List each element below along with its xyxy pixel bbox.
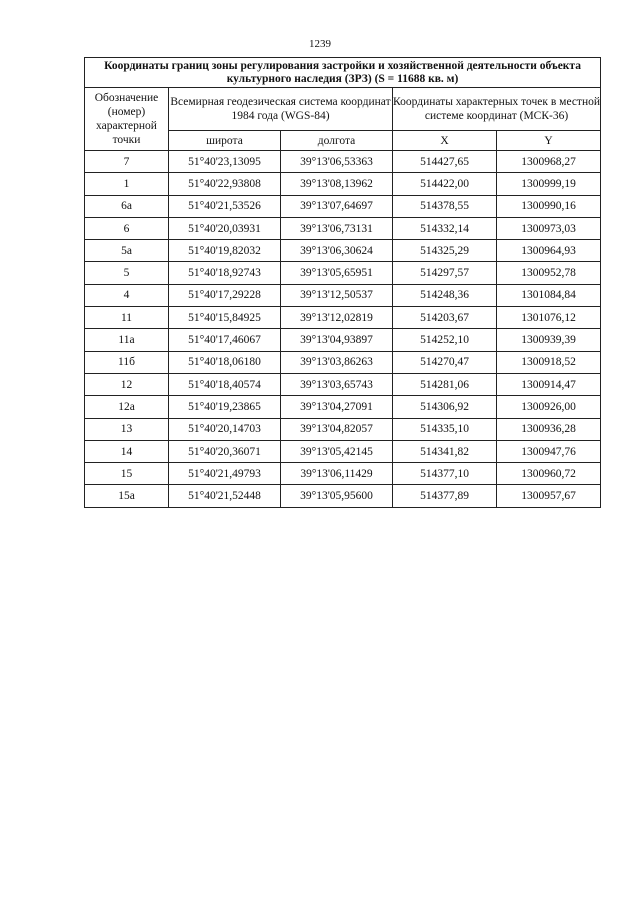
table-row — [85, 240, 601, 262]
cell-lon: 39°13'12,02819 — [281, 307, 393, 329]
cell-lon: 39°13'06,73131 — [281, 217, 393, 239]
cell-point: 6 — [85, 217, 169, 239]
cell-y: 1300960,72 — [497, 463, 601, 485]
cell-lon: 39°13'05,65951 — [281, 262, 393, 284]
cell-lon: 39°13'07,64697 — [281, 195, 393, 217]
header-x: X — [393, 131, 497, 151]
table-body — [85, 151, 601, 508]
cell-y: 1300990,16 — [497, 195, 601, 217]
cell-y: 1300936,28 — [497, 418, 601, 440]
cell-x: 514378,55 — [393, 195, 497, 217]
cell-x: 514422,00 — [393, 173, 497, 195]
cell-point: 7 — [85, 151, 169, 173]
coordinates-table — [84, 57, 601, 508]
cell-lat: 51°40'15,84925 — [169, 307, 281, 329]
cell-lon: 39°13'06,30624 — [281, 240, 393, 262]
cell-x: 514270,47 — [393, 351, 497, 373]
cell-y: 1300939,39 — [497, 329, 601, 351]
cell-x: 514332,14 — [393, 217, 497, 239]
cell-point: 6а — [85, 195, 169, 217]
table-row — [85, 151, 601, 173]
cell-x: 514335,10 — [393, 418, 497, 440]
cell-y: 1300918,52 — [497, 351, 601, 373]
table-row — [85, 329, 601, 351]
cell-point: 15а — [85, 485, 169, 507]
cell-point: 15 — [85, 463, 169, 485]
cell-lat: 51°40'19,82032 — [169, 240, 281, 262]
cell-x: 514297,57 — [393, 262, 497, 284]
cell-x: 514377,10 — [393, 463, 497, 485]
cell-y: 1301076,12 — [497, 307, 601, 329]
cell-point: 11а — [85, 329, 169, 351]
cell-point: 4 — [85, 284, 169, 306]
cell-x: 514203,67 — [393, 307, 497, 329]
cell-lon: 39°13'05,95600 — [281, 485, 393, 507]
header-designation: Обозначение (номер) характерной точки — [85, 88, 169, 151]
cell-y: 1300947,76 — [497, 440, 601, 462]
cell-lat: 51°40'18,40574 — [169, 373, 281, 395]
cell-point: 14 — [85, 440, 169, 462]
cell-point: 11б — [85, 351, 169, 373]
cell-lat: 51°40'21,49793 — [169, 463, 281, 485]
header-wgs: Всемирная геодезическая система координат 1984 года (WGS-84) — [169, 88, 393, 131]
header-local: Координаты характерных точек в местной системе координат (МСК-36) — [393, 88, 601, 131]
table-row — [85, 307, 601, 329]
cell-x: 514325,29 — [393, 240, 497, 262]
cell-lon: 39°13'04,27091 — [281, 396, 393, 418]
cell-lon: 39°13'03,86263 — [281, 351, 393, 373]
cell-point: 1 — [85, 173, 169, 195]
cell-lat: 51°40'22,93808 — [169, 173, 281, 195]
cell-lon: 39°13'12,50537 — [281, 284, 393, 306]
cell-lon: 39°13'06,11429 — [281, 463, 393, 485]
cell-lon: 39°13'04,93897 — [281, 329, 393, 351]
table-title: Координаты границ зоны регулирования застройки и хозяйственной деятельности объекта культурного наследия (ЗРЗ) (S = 11688 кв. м) — [85, 58, 601, 88]
cell-lon: 39°13'08,13962 — [281, 173, 393, 195]
table-row — [85, 463, 601, 485]
cell-y: 1300964,93 — [497, 240, 601, 262]
cell-y: 1301084,84 — [497, 284, 601, 306]
table-row — [85, 440, 601, 462]
cell-point: 5 — [85, 262, 169, 284]
cell-lat: 51°40'20,14703 — [169, 418, 281, 440]
cell-x: 514427,65 — [393, 151, 497, 173]
cell-lon: 39°13'03,65743 — [281, 373, 393, 395]
table-row — [85, 418, 601, 440]
cell-lon: 39°13'04,82057 — [281, 418, 393, 440]
cell-point: 12 — [85, 373, 169, 395]
table-row — [85, 195, 601, 217]
cell-y: 1300973,03 — [497, 217, 601, 239]
cell-point: 11 — [85, 307, 169, 329]
cell-x: 514377,89 — [393, 485, 497, 507]
cell-lon: 39°13'06,53363 — [281, 151, 393, 173]
cell-x: 514252,10 — [393, 329, 497, 351]
header-y: Y — [497, 131, 601, 151]
cell-lat: 51°40'17,29228 — [169, 284, 281, 306]
header-lat: широта — [169, 131, 281, 151]
table-row — [85, 373, 601, 395]
cell-lat: 51°40'20,03931 — [169, 217, 281, 239]
cell-lat: 51°40'21,52448 — [169, 485, 281, 507]
header-lon: долгота — [281, 131, 393, 151]
table-row — [85, 396, 601, 418]
cell-point: 12а — [85, 396, 169, 418]
table-row — [85, 351, 601, 373]
cell-y: 1300914,47 — [497, 373, 601, 395]
table-row — [85, 284, 601, 306]
cell-lat: 51°40'21,53526 — [169, 195, 281, 217]
table-row — [85, 217, 601, 239]
cell-x: 514341,82 — [393, 440, 497, 462]
cell-lat: 51°40'18,92743 — [169, 262, 281, 284]
cell-lat: 51°40'17,46067 — [169, 329, 281, 351]
table-row — [85, 173, 601, 195]
cell-y: 1300952,78 — [497, 262, 601, 284]
cell-y: 1300957,67 — [497, 485, 601, 507]
cell-y: 1300968,27 — [497, 151, 601, 173]
table-row — [85, 262, 601, 284]
cell-point: 5а — [85, 240, 169, 262]
table-row — [85, 485, 601, 507]
cell-lat: 51°40'18,06180 — [169, 351, 281, 373]
cell-x: 514306,92 — [393, 396, 497, 418]
cell-lat: 51°40'23,13095 — [169, 151, 281, 173]
cell-y: 1300999,19 — [497, 173, 601, 195]
cell-point: 13 — [85, 418, 169, 440]
cell-lon: 39°13'05,42145 — [281, 440, 393, 462]
cell-lat: 51°40'19,23865 — [169, 396, 281, 418]
cell-x: 514248,36 — [393, 284, 497, 306]
page-number: 1239 — [309, 38, 331, 50]
cell-lat: 51°40'20,36071 — [169, 440, 281, 462]
cell-y: 1300926,00 — [497, 396, 601, 418]
cell-x: 514281,06 — [393, 373, 497, 395]
